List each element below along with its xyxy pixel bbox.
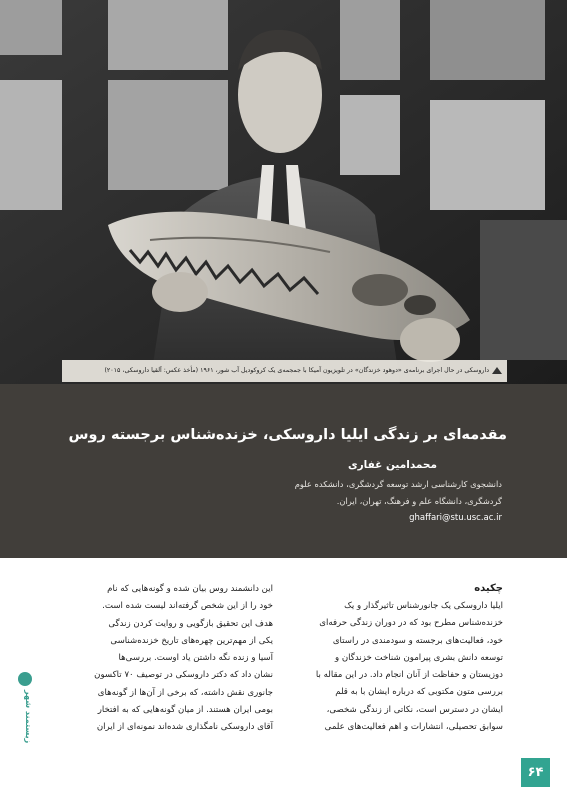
continuation-body xyxy=(73,581,273,737)
abstract-body xyxy=(295,598,503,736)
photo-caption: داروسکی در حال اجرای برنامه‌ی «دوهود خزندگان» در تلویزیون آمیکا با جمجمه‌ی یک کروکودیل آب شور، ۱۹۶۱ (مأخذ عکس: آلقیا داروسکی، ۲۰۱۵) xyxy=(104,367,489,374)
continuation-line: هدف این تحقیق بازگویی و روایت کردن زندگی xyxy=(108,618,273,629)
caption-triangle-icon xyxy=(492,367,502,374)
article-title: مقدمه‌ای بر زندگی ایلیا داروسکی، خزنده‌شناس برجسته روس xyxy=(68,427,507,443)
title-band xyxy=(0,384,567,558)
abstract-line: خود، فعالیت‌های برجسته و سودمندی در راستای xyxy=(332,635,503,646)
continuation-line: جانوری نقش داشته، که برخی از آن‌ها از گونه‌های xyxy=(97,687,273,698)
continuation-line: نشان داد که دکتر داروسکی در توصیف ۷۰ تاکسون xyxy=(94,670,273,681)
header-photo xyxy=(0,0,567,384)
continuation-line: آسیا و زنده نگه داشتن یاد اوست. بررسی‌ها xyxy=(118,653,273,664)
author-name: محمدامین غفاری xyxy=(347,459,437,471)
continuation-line: این دانشمند روس بیان شده و گونه‌هایی که نام xyxy=(107,584,273,594)
abstract-heading: چکیده xyxy=(474,583,503,594)
abstract-line: خزنده‌شناس مطرح بود که در دوران زندگی حرفه‌ای xyxy=(319,618,503,629)
page-number: ۶۴ xyxy=(521,758,550,787)
abstract-line: توسعه دانش بشری پیرامون شناخت خزندگان و xyxy=(334,652,503,663)
journal-sidebar-label: زیستمند شهر xyxy=(24,690,33,744)
continuation-line: آقای داروسکی نامگذاری شده‌اند نمونه‌ای از ایران xyxy=(96,722,273,733)
author-email[interactable]: ghaffari@stu.usc.ac.ir xyxy=(409,513,502,523)
abstract-line: دوزیستان و حفاظت از آنان انجام داد. در این مقاله با xyxy=(315,670,503,681)
affiliation-line-2: گردشگری، دانشگاه علم و فرهنگ، تهران، ایران. xyxy=(336,496,502,506)
journal-logo-icon xyxy=(18,672,32,686)
affiliation-line-1: دانشجوی کارشناسی ارشد توسعه گردشگری، دانشکده علوم xyxy=(294,479,502,489)
photo-illustration xyxy=(0,0,567,384)
abstract-line: سوابق تحصیلی، انتشارات و اهم فعالیت‌های علمی xyxy=(324,722,503,733)
abstract-line: ایشان در دسترس است، نکاتی از زندگی شخصی، xyxy=(326,704,503,715)
abstract-line: ایلیا داروسکی یک جانورشناس تاثیرگذار و یک xyxy=(344,601,503,611)
abstract-line: بررسی متون مکتوبی که درباره ایشان با به قلم xyxy=(335,687,503,698)
photo-caption-bar xyxy=(62,360,507,382)
continuation-line: بومی ایران هستند. از میان گونه‌هایی که به افتخار xyxy=(97,705,273,716)
continuation-line: یکی از مهم‌ترین چهره‌های تاریخ خزنده‌شناسی xyxy=(110,635,273,646)
continuation-line: خود را از این شخص گرفته‌اند لیست شده است. xyxy=(102,601,273,612)
